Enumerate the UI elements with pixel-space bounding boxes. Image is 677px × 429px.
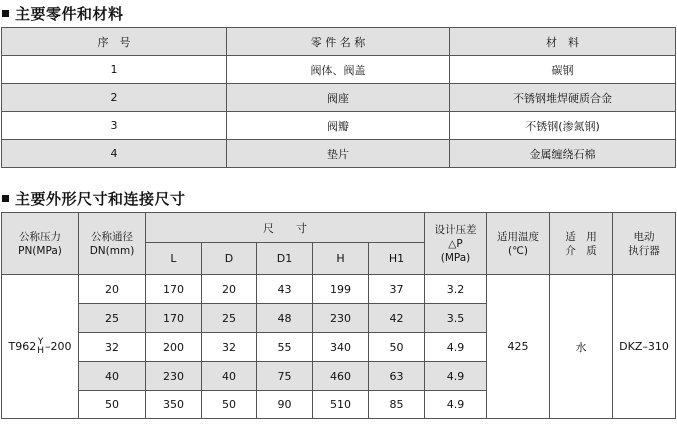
model-number: T962 Y H –200 xyxy=(8,336,72,356)
pressure-diff-value: 4.9 xyxy=(425,333,487,362)
medium-value: 水 xyxy=(550,275,613,419)
part-number: 3 xyxy=(2,112,227,140)
D-value: 20 xyxy=(202,275,257,304)
pressure-diff-value: 4.9 xyxy=(425,362,487,391)
part-material: 碳钢 xyxy=(450,56,676,84)
D-value: 40 xyxy=(202,362,257,391)
pressure-diff-value: 4.9 xyxy=(425,391,487,419)
dn-value: 50 xyxy=(79,391,146,419)
column-header-H1: H1 xyxy=(369,243,425,275)
H-value: 340 xyxy=(313,333,369,362)
part-material: 不锈钢(渗氮钢) xyxy=(450,112,676,140)
column-header: 零 件 名 称 xyxy=(227,28,450,56)
part-name: 阀座 xyxy=(227,84,450,112)
pn-header: 公称压力 PN(MPa) xyxy=(2,213,79,275)
L-value: 230 xyxy=(146,362,202,391)
table-row xyxy=(2,112,676,140)
size-header: 尺 寸 xyxy=(146,213,425,243)
H-value: 460 xyxy=(313,362,369,391)
square-bullet-icon xyxy=(2,10,9,17)
medium-header: 适 用 介 质 xyxy=(550,213,613,275)
dn-value: 40 xyxy=(79,362,146,391)
column-header-D1: D1 xyxy=(257,243,313,275)
parts-materials-table xyxy=(1,27,676,168)
section-title: 主要零件和材料 xyxy=(15,4,124,23)
part-name: 阀体、阀盖 xyxy=(227,56,450,84)
actuator-value: DKZ–310 xyxy=(613,275,676,419)
dn-value: 32 xyxy=(79,333,146,362)
column-header: 材 料 xyxy=(450,28,676,56)
column-header-H: H xyxy=(313,243,369,275)
L-value: 350 xyxy=(146,391,202,419)
temperature-value: 425 xyxy=(487,275,550,419)
D-value: 25 xyxy=(202,304,257,333)
H1-value: 50 xyxy=(369,333,425,362)
D1-value: 43 xyxy=(257,275,313,304)
part-name: 阀瓣 xyxy=(227,112,450,140)
D1-value: 48 xyxy=(257,304,313,333)
D1-value: 90 xyxy=(257,391,313,419)
L-value: 170 xyxy=(146,275,202,304)
model-cell xyxy=(2,275,79,419)
pressure-diff-value: 3.2 xyxy=(425,275,487,304)
part-number: 2 xyxy=(2,84,227,112)
part-name: 垫片 xyxy=(227,140,450,168)
section-title: 主要外形尺寸和连接尺寸 xyxy=(15,189,186,208)
part-material: 金属缠绕石棉 xyxy=(450,140,676,168)
table-row xyxy=(2,140,676,168)
dn-header: 公称通径 DN(mm) xyxy=(79,213,146,275)
H1-value: 37 xyxy=(369,275,425,304)
table-row xyxy=(2,275,676,304)
table-header-row xyxy=(2,213,676,243)
pressure-diff-header: 设计压差 △P (MPa) xyxy=(425,213,487,275)
D1-value: 75 xyxy=(257,362,313,391)
column-header-L: L xyxy=(146,243,202,275)
D-value: 32 xyxy=(202,333,257,362)
H1-value: 85 xyxy=(369,391,425,419)
column-header-D: D xyxy=(202,243,257,275)
column-header: 序 号 xyxy=(2,28,227,56)
H-value: 230 xyxy=(313,304,369,333)
L-value: 200 xyxy=(146,333,202,362)
temperature-header: 适用温度 (℃) xyxy=(487,213,550,275)
dn-value: 20 xyxy=(79,275,146,304)
dimensions-table xyxy=(1,212,676,419)
D1-value: 55 xyxy=(257,333,313,362)
table-header-row xyxy=(2,28,676,56)
H-value: 510 xyxy=(313,391,369,419)
dn-value: 25 xyxy=(79,304,146,333)
H1-value: 42 xyxy=(369,304,425,333)
pressure-diff-value: 3.5 xyxy=(425,304,487,333)
section-heading-parts xyxy=(2,2,124,24)
part-material: 不锈钢堆焊硬质合金 xyxy=(450,84,676,112)
D-value: 50 xyxy=(202,391,257,419)
actuator-header: 电动 执行器 xyxy=(613,213,676,275)
H1-value: 63 xyxy=(369,362,425,391)
table-row xyxy=(2,84,676,112)
section-heading-dimensions xyxy=(2,187,186,209)
part-number: 1 xyxy=(2,56,227,84)
table-row xyxy=(2,56,676,84)
square-bullet-icon xyxy=(2,195,9,202)
H-value: 199 xyxy=(313,275,369,304)
part-number: 4 xyxy=(2,140,227,168)
L-value: 170 xyxy=(146,304,202,333)
